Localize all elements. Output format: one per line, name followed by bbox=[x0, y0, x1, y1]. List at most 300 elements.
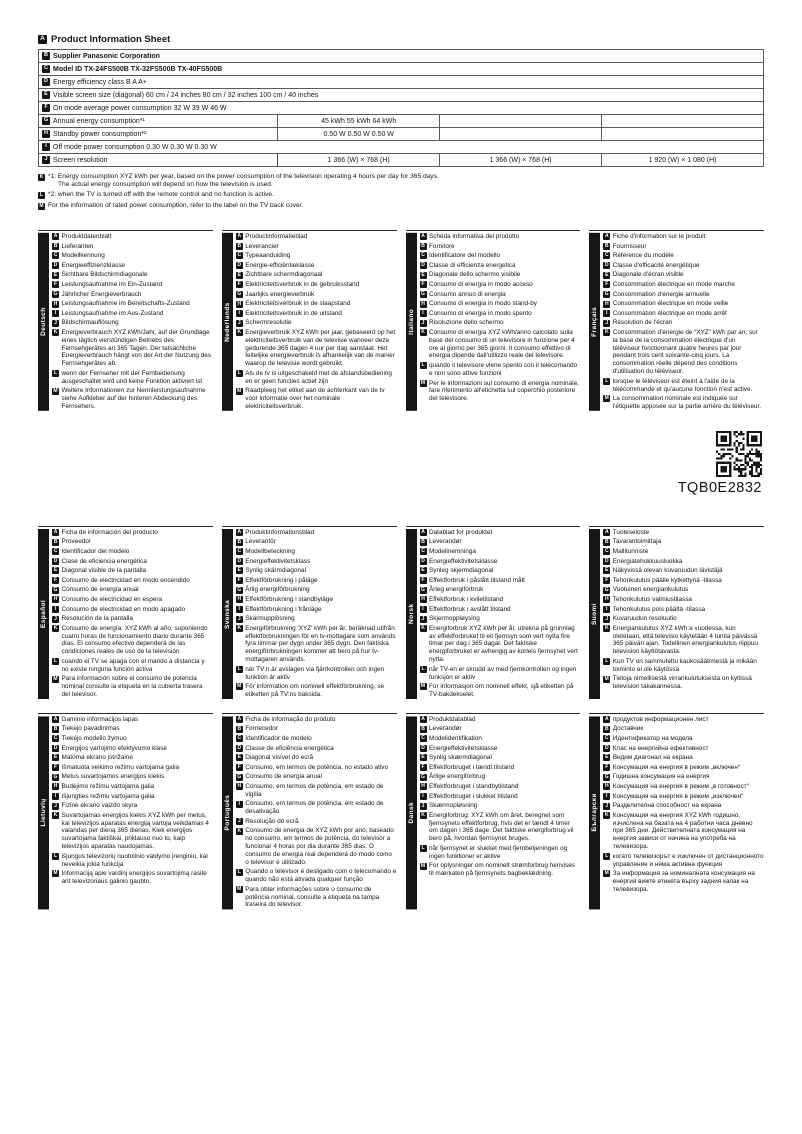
item-letter-badge: L bbox=[605, 853, 609, 859]
item-letter-badge: D bbox=[237, 744, 242, 751]
item-text: Effektförbrukning i standbyläge bbox=[245, 596, 333, 604]
item-text: Consumo di energia in modo stand-by bbox=[429, 300, 537, 308]
info-item-k bbox=[603, 329, 764, 376]
item-letter-badge: B bbox=[421, 538, 425, 545]
item-letter-badge: B bbox=[604, 538, 609, 545]
info-item-f bbox=[420, 764, 581, 772]
info-item-l bbox=[603, 853, 764, 869]
item-text: Diagonal visible de la pantalla bbox=[61, 567, 147, 575]
footnote-m bbox=[38, 202, 764, 210]
item-letter-badge: J bbox=[420, 616, 427, 623]
item-letter-badge: A bbox=[38, 35, 47, 44]
info-item-c bbox=[52, 548, 213, 556]
language-item-list bbox=[233, 233, 397, 411]
info-item-e bbox=[603, 271, 764, 279]
info-item-a bbox=[236, 716, 397, 724]
item-letter-badge: J bbox=[420, 803, 427, 810]
table-cell bbox=[39, 128, 278, 141]
item-text: Jährlicher Energieverbrauch bbox=[61, 290, 142, 298]
item-letter-badge: I bbox=[420, 606, 427, 613]
item-letter-badge: A bbox=[237, 529, 242, 536]
info-item-i bbox=[420, 606, 581, 614]
item-letter-badge: G bbox=[53, 773, 58, 780]
item-text: Effektforbruk i avslått tilstand bbox=[429, 605, 511, 613]
item-letter-badge: D bbox=[42, 78, 50, 86]
item-text: Energijos vartojimo efektyvumo klasė bbox=[61, 744, 167, 752]
info-item-c bbox=[420, 735, 581, 743]
cell-text: Annual energy consumption*¹ bbox=[53, 117, 145, 125]
item-letter-badge: F bbox=[421, 764, 425, 771]
item-letter-badge: M bbox=[420, 379, 426, 386]
table-cell-empty bbox=[440, 128, 602, 141]
item-text: quando il televisore viene spento con il telecomando e non sono attive funzioni bbox=[429, 362, 578, 377]
item-letter-badge: J bbox=[42, 156, 50, 164]
info-item-c bbox=[52, 735, 213, 743]
info-item-d bbox=[420, 745, 581, 753]
item-letter-badge: C bbox=[237, 735, 242, 742]
item-letter-badge: F bbox=[53, 577, 58, 584]
item-letter-badge: H bbox=[604, 596, 609, 603]
info-item-k bbox=[420, 625, 581, 664]
item-text: Resolução do ecrã bbox=[245, 817, 299, 825]
info-item-i bbox=[420, 310, 581, 318]
item-letter-badge: A bbox=[421, 716, 425, 723]
item-letter-badge: B bbox=[42, 52, 50, 60]
info-item-c bbox=[603, 548, 764, 556]
item-text: Skærmopløsning bbox=[429, 802, 478, 810]
info-item-e bbox=[236, 754, 397, 762]
item-letter-badge: H bbox=[53, 300, 58, 307]
info-item-d bbox=[603, 558, 764, 566]
item-text: Energiankulutus XYZ kWh:a vuodessa, kun oletetaan, että televisio käytetään 4 tuntia päivässä 365 päivän ajan. Todellinen energiankulutus riippuu television käyttötavasta. bbox=[612, 624, 758, 656]
info-item-k bbox=[420, 329, 581, 360]
info-item-g bbox=[52, 773, 213, 781]
spec-row-standby-power bbox=[39, 128, 764, 141]
item-letter-badge: H bbox=[604, 300, 609, 307]
language-item-list bbox=[417, 529, 581, 699]
item-text: Tehonkulutus valmiustilassa bbox=[612, 596, 692, 604]
info-item-b bbox=[52, 243, 213, 251]
item-text: Proveedor bbox=[61, 538, 91, 546]
item-letter-badge: L bbox=[53, 658, 58, 665]
item-letter-badge: J bbox=[52, 803, 59, 810]
item-text: Modellkennung bbox=[61, 252, 105, 260]
item-letter-badge: J bbox=[52, 616, 59, 623]
item-text: Consumo, em termos de potência, em estado de vigília bbox=[245, 783, 384, 798]
cell-text: Standby power consumption*² bbox=[53, 130, 147, 138]
table-cell bbox=[39, 89, 764, 102]
item-letter-badge: H bbox=[604, 783, 609, 790]
info-item-j bbox=[420, 319, 581, 327]
info-item-g bbox=[420, 773, 581, 781]
info-item-g bbox=[52, 586, 213, 594]
language-block-3 bbox=[589, 230, 764, 411]
item-text: Leverandør bbox=[429, 538, 462, 546]
info-item-e bbox=[236, 271, 397, 279]
item-letter-badge: I bbox=[52, 606, 59, 613]
item-letter-badge: K bbox=[53, 625, 58, 632]
info-item-m bbox=[52, 870, 213, 886]
info-item-a bbox=[52, 716, 213, 724]
info-item-g bbox=[603, 291, 764, 299]
item-letter-badge: K bbox=[421, 329, 425, 336]
page-title-text: Product Information Sheet bbox=[51, 34, 171, 45]
cell-text: Screen resolution bbox=[53, 156, 108, 164]
item-text: Classe di efficienza energetica bbox=[429, 261, 516, 269]
info-item-k bbox=[52, 812, 213, 851]
language-block-5 bbox=[222, 526, 397, 699]
item-text: Разделителна способност на екрана bbox=[612, 802, 722, 810]
info-item-c bbox=[236, 252, 397, 260]
info-item-h bbox=[52, 300, 213, 308]
item-text: Identificador del modelo bbox=[61, 547, 130, 555]
item-text: Consumo de electricidad en modo encendido bbox=[61, 576, 190, 584]
item-text: Fournisseur bbox=[612, 242, 647, 250]
item-letter-badge: F bbox=[53, 764, 58, 771]
qr-code-icon bbox=[716, 431, 762, 477]
info-item-a bbox=[603, 716, 764, 724]
info-item-m bbox=[52, 675, 213, 698]
info-item-i bbox=[236, 606, 397, 614]
language-item-list bbox=[233, 529, 397, 699]
item-letter-badge: K bbox=[39, 174, 44, 180]
language-label: Norsk bbox=[406, 529, 417, 699]
item-letter-badge: L bbox=[421, 666, 425, 672]
footnote-l bbox=[38, 191, 764, 199]
info-item-l bbox=[52, 658, 213, 674]
item-letter-badge: D bbox=[237, 557, 242, 564]
item-text: Tehonkulutus päälle kytkettynä -tilassa bbox=[612, 576, 722, 584]
item-letter-badge: E bbox=[237, 567, 241, 574]
info-item-j bbox=[236, 818, 397, 826]
item-text: Lieferanten bbox=[61, 242, 94, 250]
info-item-l bbox=[420, 666, 581, 682]
item-text: när TV:n är avslagen via fjärrkontrollen och ingen funktion är aktiv bbox=[245, 665, 385, 681]
item-text: Als de tv is uitgeschakeld met de afstandsbediening en er geen functies actief zijn bbox=[245, 369, 392, 385]
item-text: Produktinformationsblad bbox=[245, 528, 315, 536]
item-text: Consommation d'énergie annuelle bbox=[612, 290, 710, 298]
footnote-line: The actual energy consumption will depend on how the television is used. bbox=[58, 181, 273, 189]
info-item-b bbox=[603, 725, 764, 733]
item-text: Résolution de l'écran bbox=[612, 319, 673, 327]
item-text: Consumo, em termos de potência, no estado ativo bbox=[245, 763, 389, 771]
info-item-e bbox=[420, 567, 581, 575]
info-item-m bbox=[420, 862, 581, 878]
item-letter-badge: F bbox=[605, 281, 609, 288]
item-letter-badge: I bbox=[420, 793, 427, 800]
item-letter-badge: E bbox=[605, 567, 609, 574]
item-letter-badge: K bbox=[421, 812, 425, 819]
item-letter-badge: H bbox=[53, 783, 58, 790]
item-letter-badge: M bbox=[53, 870, 58, 877]
qr-section bbox=[38, 431, 762, 496]
item-letter-badge: M bbox=[237, 683, 242, 690]
spec-table bbox=[38, 49, 764, 167]
info-item-m bbox=[420, 683, 581, 699]
item-letter-badge: L bbox=[53, 853, 58, 859]
info-item-a bbox=[52, 529, 213, 537]
item-letter-badge: B bbox=[604, 242, 609, 249]
language-block-9 bbox=[222, 713, 397, 909]
item-letter-badge: I bbox=[603, 310, 610, 317]
item-letter-badge: M bbox=[604, 395, 609, 402]
item-text: Консумация на енергия в режим „в готовност“ bbox=[612, 783, 749, 791]
footnote-text: For the information of rated power consumption, refer to the label on the TV back cover. bbox=[48, 201, 304, 209]
item-text: Modellnemninga bbox=[429, 547, 476, 555]
item-letter-badge: L bbox=[237, 868, 241, 875]
item-text: Fiche d'information sur le produit bbox=[612, 232, 706, 240]
cell-text: Supplier Panasonic Corporation bbox=[53, 52, 160, 60]
item-letter-badge: B bbox=[237, 725, 242, 732]
table-cell-value: 1 920 (W) × 1 080 (H) bbox=[602, 154, 764, 167]
item-letter-badge: C bbox=[42, 65, 50, 73]
info-item-e bbox=[52, 754, 213, 762]
language-item-list bbox=[417, 233, 581, 411]
item-text: Consumo di energia in modo spento bbox=[429, 309, 532, 317]
info-item-m bbox=[420, 380, 581, 403]
item-text: Para información sobre el consumo de potencia nominal consulte la etiqueta en la cubierta trasera del televisor. bbox=[61, 675, 203, 698]
info-item-k bbox=[236, 827, 397, 866]
item-letter-badge: G bbox=[421, 773, 425, 780]
item-letter-badge: M bbox=[420, 862, 426, 869]
item-letter-badge: L bbox=[605, 378, 609, 384]
language-label: Dansk bbox=[406, 716, 417, 909]
item-letter-badge: L bbox=[39, 192, 44, 199]
item-letter-badge: J bbox=[603, 803, 610, 810]
info-item-g bbox=[236, 773, 397, 781]
item-text: išjungus televizorių nuotolinio valdymo įrenginiu, kai neveikia jokia funkcija bbox=[61, 852, 208, 868]
info-item-k bbox=[420, 812, 581, 843]
item-text: Para obter informações sobre o consumo de potência nominal, consulte a etiqueta na tampa traseira do televisor. bbox=[245, 885, 380, 909]
table-cell bbox=[39, 141, 764, 154]
item-letter-badge: F bbox=[53, 281, 58, 288]
item-text: Identificatore del modello bbox=[429, 252, 501, 260]
cell-text: Model ID TX-24FS500B TX-32FS500B TX-40FS500B bbox=[53, 65, 223, 73]
item-letter-badge: J bbox=[236, 616, 243, 623]
item-letter-badge: D bbox=[237, 262, 242, 269]
item-letter-badge: F bbox=[605, 764, 609, 771]
item-text: Productinformatieblad bbox=[245, 232, 308, 240]
item-letter-badge: C bbox=[53, 548, 58, 555]
table-cell bbox=[39, 115, 278, 128]
language-item-list bbox=[49, 233, 213, 411]
item-letter-badge: M bbox=[604, 675, 609, 682]
info-item-h bbox=[420, 783, 581, 791]
language-label: Español bbox=[38, 529, 49, 699]
item-letter-badge: A bbox=[237, 233, 242, 240]
item-letter-badge: F bbox=[237, 281, 241, 288]
item-letter-badge: D bbox=[421, 557, 425, 564]
info-item-d bbox=[236, 262, 397, 270]
item-letter-badge: J bbox=[603, 616, 610, 623]
item-letter-badge: I bbox=[52, 793, 59, 800]
info-item-g bbox=[52, 291, 213, 299]
language-label: Português bbox=[222, 716, 233, 909]
item-letter-badge: E bbox=[53, 271, 58, 278]
info-item-g bbox=[420, 291, 581, 299]
info-item-m bbox=[603, 395, 764, 411]
item-letter-badge: K bbox=[53, 329, 58, 336]
info-item-c bbox=[420, 252, 581, 260]
info-item-l bbox=[236, 868, 397, 884]
item-letter-badge: I bbox=[52, 310, 59, 317]
item-letter-badge: D bbox=[421, 262, 425, 269]
item-letter-badge: B bbox=[53, 242, 58, 249]
info-item-k bbox=[603, 812, 764, 851]
language-block-0 bbox=[38, 230, 213, 411]
item-text: Видим диагонал на екрана bbox=[612, 754, 693, 762]
item-text: Effektforbruget i standbytilstand bbox=[429, 783, 519, 791]
item-text: Consommation électrique en mode veille bbox=[612, 300, 729, 308]
item-text: Energieffektivitetsklass bbox=[245, 557, 311, 565]
info-item-b bbox=[236, 243, 397, 251]
info-item-l bbox=[52, 853, 213, 869]
item-text: Leverandør bbox=[429, 725, 462, 733]
item-text: Consumo di energia in modo acceso bbox=[429, 280, 533, 288]
info-item-b bbox=[603, 243, 764, 251]
info-item-g bbox=[603, 773, 764, 781]
info-item-e bbox=[603, 567, 764, 575]
item-letter-badge: G bbox=[237, 290, 242, 297]
item-text: Tiekėjo pavadinimas bbox=[61, 725, 120, 733]
item-text: Per le informazioni sul consumo di energia nominale, fare riferimento all'etichetta sul coperchio posteriore del televisore. bbox=[429, 379, 579, 403]
info-item-d bbox=[603, 745, 764, 753]
info-item-b bbox=[420, 243, 581, 251]
item-letter-badge: K bbox=[237, 827, 242, 834]
item-text: Consumo de energia de XYZ kWh por ano, baseado no consumo, em termos de potência, do televisor a funcionar 4 horas por dia durante 365 dias. O consumo de energia real dependerá do modo como o televisor é utilizado. bbox=[245, 827, 394, 866]
item-letter-badge: B bbox=[53, 725, 58, 732]
info-item-a bbox=[420, 233, 581, 241]
language-item-list bbox=[49, 529, 213, 699]
language-label: Lietuvių bbox=[38, 716, 49, 909]
item-text: Produktdatenblatt bbox=[61, 232, 112, 240]
item-text: Годишна консумация на енергия bbox=[612, 773, 710, 781]
info-item-i bbox=[52, 793, 213, 801]
item-letter-badge: L bbox=[53, 370, 58, 377]
item-text: Consumo di energia XYZ kWh/anno calcolato sulla base del consumo di un televisore in funzione per 4 ore al giorno per 365 giorni. Il consumo effettivo di energia dipende dall'utilizzo reale del televisore. bbox=[429, 329, 575, 360]
item-text: Energieverbrauch XYZ kWh/Jahr, auf der Grundlage eines täglich vierstündigen Betriebs des Fernsehgerätes an 365 Tagen. Der tatsächliche Energieverbrauch hängt von der Art der Nutzung des Fernsehgerätes ab. bbox=[61, 329, 212, 368]
footnote-text: *2: when the TV is turned off with the remote control and no function is active. bbox=[48, 191, 274, 199]
spec-row-energy-class bbox=[39, 76, 764, 89]
item-letter-badge: K bbox=[53, 812, 58, 819]
item-text: Skjermoppløysing bbox=[429, 615, 480, 623]
info-item-k bbox=[52, 329, 213, 368]
item-text: Клас на енергийна ефективност bbox=[612, 744, 709, 752]
item-text: Classe de eficiência energética bbox=[245, 744, 334, 752]
spec-row-screen-size bbox=[39, 89, 764, 102]
item-letter-badge: G bbox=[237, 773, 242, 780]
info-item-h bbox=[236, 300, 397, 308]
item-text: Modelidentifikation bbox=[429, 734, 482, 742]
item-text: продуктов информационен лист bbox=[612, 715, 709, 723]
info-item-h bbox=[603, 783, 764, 791]
language-item-list bbox=[600, 529, 764, 699]
info-item-k bbox=[236, 329, 397, 368]
item-letter-badge: D bbox=[604, 262, 609, 269]
item-letter-badge: H bbox=[421, 783, 425, 790]
info-item-h bbox=[52, 596, 213, 604]
info-item-i bbox=[52, 310, 213, 318]
item-letter-badge: C bbox=[604, 252, 609, 259]
product-information-sheet bbox=[38, 34, 764, 909]
item-letter-badge: K bbox=[421, 625, 425, 632]
info-item-m bbox=[603, 870, 764, 893]
item-text: Fizinė ekrano vaizdo skyra bbox=[61, 802, 138, 810]
footnote-k bbox=[38, 173, 764, 189]
item-letter-badge: C bbox=[604, 735, 609, 742]
info-item-h bbox=[420, 300, 581, 308]
item-letter-badge: H bbox=[53, 596, 58, 603]
item-letter-badge: I bbox=[236, 606, 243, 613]
item-text: Effektforbruget i slukket tilstand bbox=[429, 792, 518, 800]
item-letter-badge: D bbox=[604, 744, 609, 751]
info-item-m bbox=[52, 387, 213, 410]
table-cell-empty bbox=[602, 115, 764, 128]
item-text: когато телевизорът е изключен от дистанционното управление и няма активна функция bbox=[612, 852, 764, 868]
item-letter-badge: J bbox=[420, 320, 427, 327]
item-letter-badge: M bbox=[53, 675, 58, 682]
item-letter-badge: F bbox=[421, 577, 425, 584]
info-item-j bbox=[52, 319, 213, 327]
item-letter-badge: C bbox=[421, 735, 425, 742]
item-text: Consumo de electricidad en modo apagado bbox=[61, 605, 186, 613]
item-text: Årleg energiforbruk bbox=[429, 586, 484, 594]
footnote-text bbox=[48, 173, 439, 189]
spec-row-supplier bbox=[39, 50, 764, 63]
info-item-a bbox=[603, 233, 764, 241]
language-block-11 bbox=[589, 713, 764, 909]
item-text: Classe d'efficacité énergétique bbox=[612, 261, 700, 269]
document-code: TQB0E2832 bbox=[677, 479, 762, 496]
item-text: Informaciją apie vardinį energijos suvartojimą rasite ant televizoriaus galinio gaubto. bbox=[61, 870, 207, 885]
language-grid-row-3 bbox=[38, 713, 764, 909]
item-text: Tavarantoimittaja bbox=[612, 538, 662, 546]
info-item-d bbox=[236, 558, 397, 566]
info-item-f bbox=[236, 764, 397, 772]
item-text: Energie-efficiëntieklasse bbox=[245, 261, 315, 269]
info-item-j bbox=[603, 802, 764, 810]
item-letter-badge: K bbox=[237, 625, 242, 632]
item-text: Diagonal visível do ecrã bbox=[245, 754, 314, 762]
item-letter-badge: M bbox=[237, 387, 242, 394]
language-item-list bbox=[417, 716, 581, 909]
item-letter-badge: A bbox=[604, 233, 609, 240]
item-letter-badge: A bbox=[237, 716, 242, 723]
language-block-4 bbox=[38, 526, 213, 699]
info-item-b bbox=[420, 538, 581, 546]
item-letter-badge: J bbox=[236, 320, 243, 327]
info-item-d bbox=[236, 745, 397, 753]
item-letter-badge: L bbox=[605, 658, 609, 665]
info-item-g bbox=[420, 586, 581, 594]
item-text: Leistungsaufnahme im Aus-Zustand bbox=[61, 309, 164, 317]
table-cell bbox=[39, 102, 764, 115]
item-letter-badge: C bbox=[604, 548, 609, 555]
info-item-d bbox=[603, 262, 764, 270]
info-item-e bbox=[52, 567, 213, 575]
item-text: For informasjon om nominell effekt, sjå etiketten på TV-bakdekselet. bbox=[429, 683, 574, 698]
info-item-k bbox=[603, 625, 764, 656]
language-grid-row-2 bbox=[38, 526, 764, 699]
info-item-a bbox=[52, 233, 213, 241]
cell-text: Energy efficiency class B A A+ bbox=[53, 78, 147, 86]
item-text: Consumo annuo di energia bbox=[429, 290, 506, 298]
item-letter-badge: A bbox=[53, 716, 58, 723]
info-item-f bbox=[236, 577, 397, 585]
item-text: Modellbeteckning bbox=[245, 547, 295, 555]
item-text: Consumo de energía anual bbox=[61, 586, 139, 594]
item-letter-badge: K bbox=[604, 329, 609, 336]
